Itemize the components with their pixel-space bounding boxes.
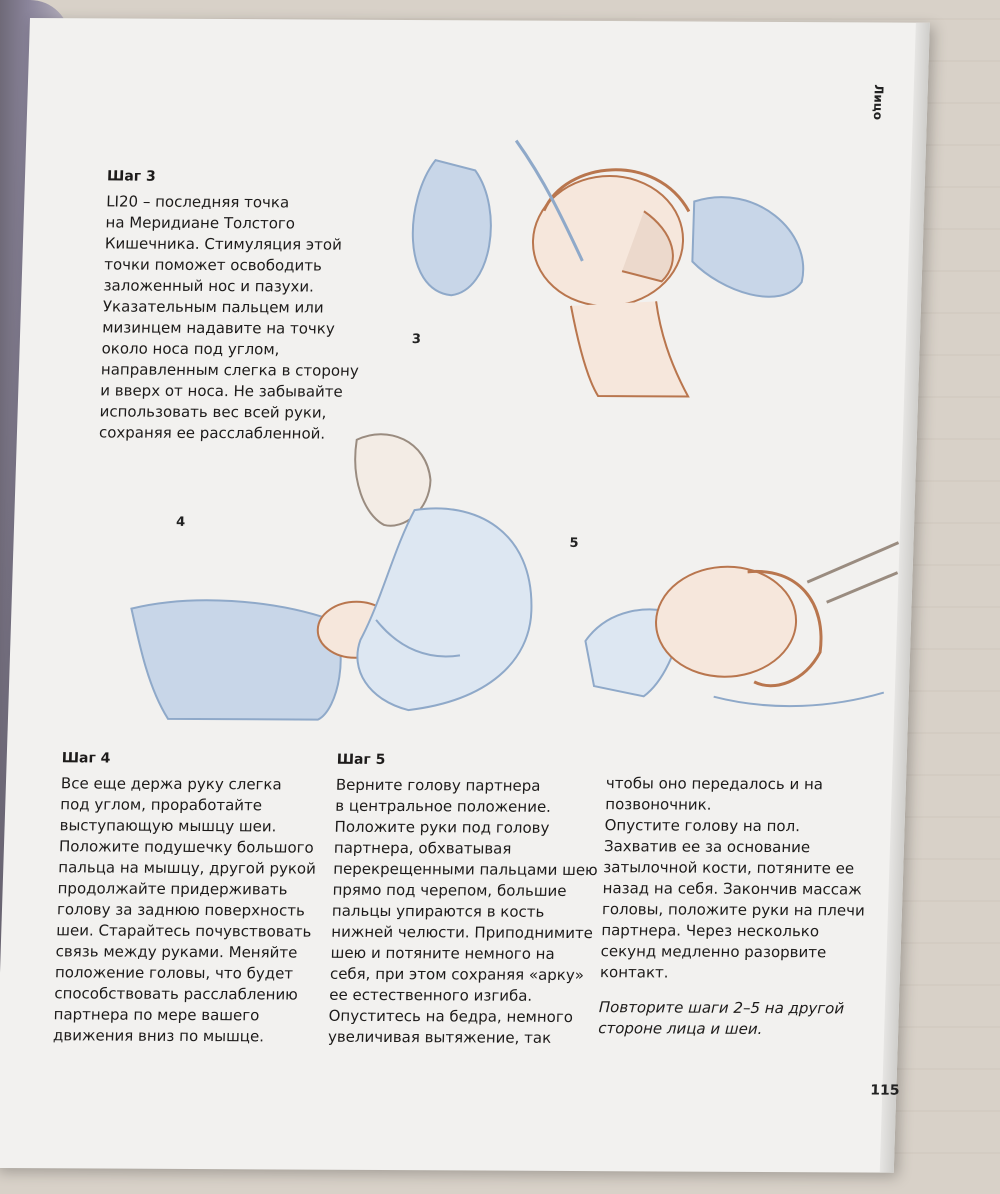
book-page	[0, 18, 930, 1173]
repeat-note: Повторите шаги 2–5 на другой стороне лица и шеи.	[597, 998, 845, 1038]
step4-block	[53, 748, 332, 1047]
step3-title: Шаг 3	[106, 168, 156, 185]
step3-text: LI20 – последняя точка на Меридиане Толстого Кишечника. Стимуляция этой точки поможет освободить заложенный нос и пазухи. Указательным пальцем или мизинцем надавите на точку около носа под углом, направленным слегка в сторону и вверх от носа. Не забывайте использовать вес всей руки, сохраняя ее расслабленной.	[98, 192, 360, 443]
step5-text-col1: Верните голову партнера в центральное положение. Положите руки под голову партнера, обхватывая перекрещенными пальцами шею прямо под черепом, большие пальцы упираются в кость нижней челюсти. Приподнимите шею и потяните немного на себя, при этом сохраняя «арку» ее естественного изгиба. Опуститесь на бедра, немного увеличивая вытяжение, так	[327, 775, 599, 1047]
figure-number-3: 3	[411, 332, 422, 348]
step3-block	[99, 166, 368, 444]
step4-title: Шаг 4	[61, 750, 111, 767]
section-side-label: Лицо	[870, 84, 886, 121]
figure-number-4: 4	[175, 514, 186, 530]
step5-text-col2: чтобы оно передалось и на позвоночник. Опустите голову на пол. Захватив ее за основание затылочной кости, потяните ее назад на себя. Закончив массаж головы, положите руки на плечи партнера. Через несколько секунд медленно разорвите контакт.	[599, 774, 866, 982]
step5-continued	[598, 773, 876, 1040]
step5-title: Шаг 5	[336, 751, 386, 768]
illustration-step5	[572, 521, 909, 753]
illustration-step3	[387, 120, 826, 422]
figure-number-5: 5	[569, 535, 579, 551]
page-number: 115	[870, 1082, 900, 1099]
illustration-step4	[107, 419, 567, 751]
step5-block	[328, 750, 607, 1049]
step4-text: Все еще держа руку слегка под углом, проработайте выступающую мышцу шеи. Положите подушечку большого пальца на мышцу, другой рукой продолжайте придерживать голову за заднюю поверхность шеи. Старайтесь почувствовать связь между руками. Меняйте положение головы, что будет способствовать расслаблению партнера по мере вашего движения вниз по мышце.	[52, 774, 317, 1046]
